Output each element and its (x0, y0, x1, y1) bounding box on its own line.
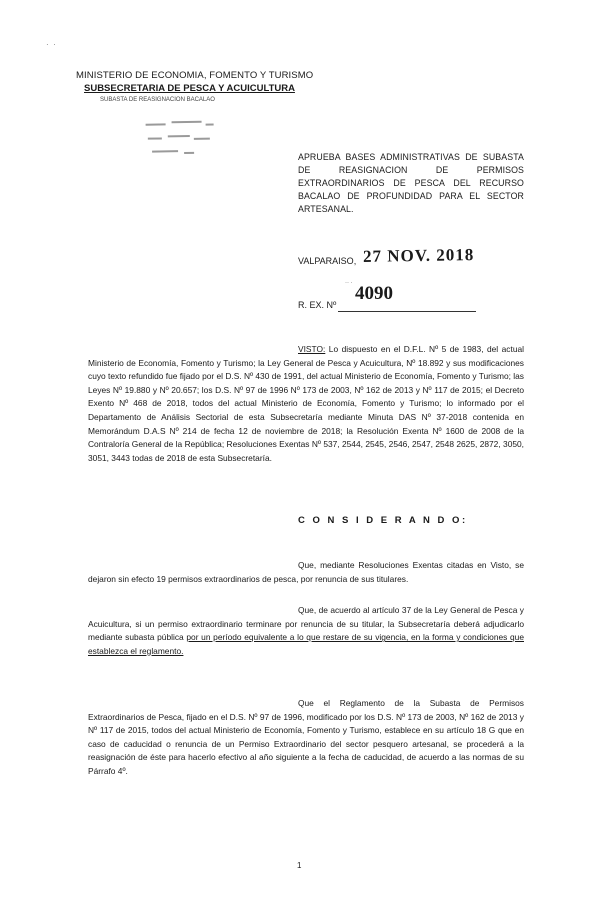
rex-label: R. EX. Nº (298, 300, 337, 310)
considerando-2 (88, 604, 524, 658)
considerando-2-text: Que, de acuerdo al artículo 37 de la Ley General de Pesca y Acuicultura, si un permiso extraordinario terminare por renuncia de su titular, la Subsecretaría deberá adjudicarlo mediante subasta pública (88, 605, 524, 643)
scan-speck: · · (46, 40, 56, 49)
page-number: 1 (297, 861, 302, 870)
ministry-heading: MINISTERIO DE ECONOMIA, FOMENTO Y TURISMO (76, 70, 314, 81)
resolution-date: 27 NOV. 2018 (362, 245, 475, 266)
visto-text: Lo dispuesto en el D.F.L. Nº 5 de 1983, del actual Ministerio de Economía, Fomento y Turismo; la Ley General de Pesca y Acuicultura, Nº 18.892 y sus modificaciones cuyo texto refundido fue fijado por el D.S. Nº 430 de 1991, del actual Ministerio de Economía, Fomento y Turismo; las Leyes Nº 19.880 y Nº 20.657; los D.S. Nº 97 de 1996 Nº 173 de 2003, Nº 162 de 2013 y Nº 117 de 2015; el Decreto Exento Nº 468 de 2018, todos del actual Ministerio de Economía, Fomento y Turismo; lo informado por el Departamento de Análisis Sectorial de esta Subsecretaría mediante Minuta DAS Nº 37-2018 contenida en Memorándum D.A.S Nº 214 de fecha 12 de noviembre de 2018; la Resolución Exenta Nº 1600 de 2008 de la Contraloría General de la República; Resoluciones Exentas Nº 537, 2544, 2545, 2546, 2547, 2548 2625, 2872, 3050, 3051, 3443 todas de 2018 de esta Subsecretaría. (88, 344, 524, 463)
considerando-heading: C O N S I D E R A N D O: (298, 515, 468, 526)
resolution-number: 4090 (355, 283, 393, 304)
office-stamp (141, 116, 232, 178)
subsecretaria-heading: SUBSECRETARIA DE PESCA Y ACUICULTURA (84, 83, 295, 94)
considerando-1: Que, mediante Resoluciones Exentas citadas en Visto, se dejaron sin efecto 19 permisos extraordinarios de pesca, por renuncia de sus titulares. (88, 560, 524, 584)
visto-label: VISTO: (298, 344, 326, 354)
considerando-2-underlined: por un período equivalente a lo que restare de su vigencia, en la forma y condiciones que establezca el reglamento. (88, 632, 524, 656)
number-stamp-mark: ·· · (345, 280, 353, 286)
visto-paragraph (88, 343, 524, 465)
resolution-title: APRUEBA BASES ADMINISTRATIVAS DE SUBASTA DE REASIGNACION DE PERMISOS EXTRAORDINARIOS DE PESCA DEL RECURSO BACALAO DE PROFUNDIDAD PARA EL SECTOR ARTESANAL. (298, 152, 524, 214)
considerando-3: Que el Reglamento de la Subasta de Permisos Extraordinarios de Pesca, fijado en el D.S. Nº 97 de 1996, modificado por los D.S. Nº 173 de 2003, Nº 162 de 2013 y Nº 117 de 2015, todos del actual Ministerio de Economía, Fomento y Turismo, establece en su artículo 18 G que en caso de caducidad o renuncia de un Permiso Extraordinario del sector pesquero artesanal, se procederá a la reasignación de éste para hacerlo efectivo al año siguiente a la fecha de caducidad, de acuerdo a las normas de su Párrafo 4º. (88, 698, 524, 776)
place-label: VALPARAISO, (298, 256, 357, 266)
department-subtitle: SUBASTA DE REASIGNACION BACALAO (100, 97, 215, 103)
rex-number-line (338, 311, 476, 312)
